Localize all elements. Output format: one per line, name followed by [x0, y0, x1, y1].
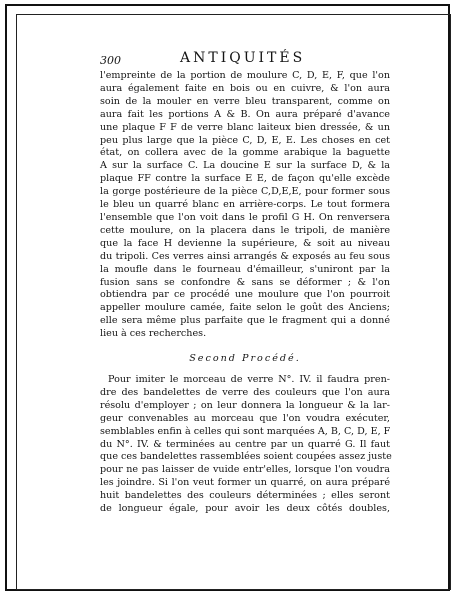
text-line: fusion sans se confondre & sans se déformer ; & l'on — [100, 276, 390, 288]
text-line: geur convenables au morceau que l'on voudra exécuter, — [100, 412, 390, 424]
text-line: l'ensemble que l'on voit dans le profil G H. On renversera — [100, 211, 390, 223]
text-line: A sur la surface C. La doucine E sur la surface D, & la — [100, 160, 390, 172]
running-title: ANTIQUITÉS — [180, 50, 306, 66]
text-line: l'empreinte de la portion de moulure C, D, E, F, que l'on — [100, 70, 390, 81]
text-line: peu plus large que la pièce C, D, E, E. Les choses en cet — [100, 134, 390, 146]
text-line: le bleu un quarré blanc en arrière-corps. Le tout formera — [100, 199, 390, 211]
section-heading: Second Procédé. — [189, 353, 301, 365]
text-line: Pour imiter le morceau de verre N°. IV. il faudra pren- — [108, 374, 390, 386]
text-line: que la face H devienne la supérieure, & soit au niveau — [100, 237, 390, 249]
text-line: résolu d'employer ; on leur donnera la longueur & la lar- — [100, 399, 390, 411]
text-line: que ces bandelettes rassemblées soient coupées assez juste — [100, 451, 392, 463]
running-head — [100, 50, 390, 70]
paragraph-1 — [100, 70, 390, 341]
text-line: lieu à ces recherches. — [100, 328, 207, 340]
page-number: 300 — [100, 54, 121, 67]
text-line: dre des bandelettes de verre des couleurs que l'on aura — [100, 386, 390, 398]
text-line: obtiendra par ce procédé une moulure que l'on pourroit — [100, 289, 390, 301]
text-line: appeller moulure camée, faite selon le goût des Anciens; — [100, 302, 390, 314]
text-line: la moufle dans le fourneau d'émailleur, s'uniront par la — [100, 263, 390, 275]
text-line: huit bandelettes des couleurs déterminées ; elles seront — [100, 490, 390, 502]
text-line: les joindre. Si l'on veut former un quarré, on aura préparé — [100, 477, 390, 489]
text-line: plaque FF contre la surface E E, de façon qu'elle excède — [100, 173, 390, 185]
text-line: elle sera même plus parfaite que le fragment qui a donné — [100, 315, 390, 327]
text-line: du N°. IV. & terminées au centre par un quarré G. Il faut — [100, 438, 390, 450]
text-line: cette moulure, on la placera dans le tripoli, de manière — [100, 224, 390, 236]
paragraph-2 — [100, 374, 390, 516]
text-line: une plaque F F de verre blanc laiteux bien dressée, & un — [100, 121, 390, 133]
text-line: aura fait les portions A & B. On aura préparé d'avance — [100, 108, 390, 120]
book-page — [100, 50, 390, 516]
text-line: du tripoli. Ces verres ainsi arrangés & exposés au feu sous — [100, 250, 390, 262]
text-line: soin de la mouler en verre bleu transparent, comme on — [100, 95, 390, 107]
text-line: de longueur égale, pour avoir les deux côtés doubles, — [100, 503, 390, 515]
text-line: aura également faite en bois ou en cuivre, & l'on aura — [100, 82, 390, 94]
text-line: semblables enfin à celles qui sont marquées A, B, C, D, E, F — [100, 425, 391, 437]
text-line: la gorge postérieure de la pièce C,D,E,E, pour former sous — [100, 186, 390, 198]
text-line: pour ne pas laisser de vuide entr'elles, lorsque l'on voudra — [100, 464, 390, 476]
text-line: état, on collera avec de la gomme arabique la baguette — [100, 147, 390, 159]
